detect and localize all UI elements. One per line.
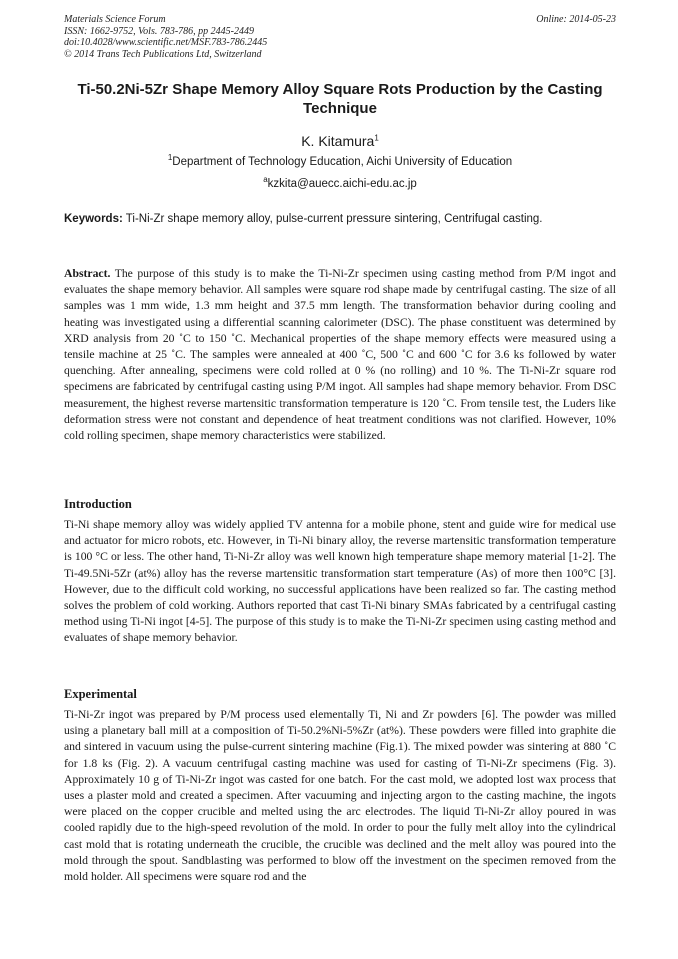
abstract-label: Abstract.: [64, 267, 111, 280]
paper-title: Ti-50.2Ni-5Zr Shape Memory Alloy Square Rots Production by the Casting Technique: [77, 81, 603, 117]
journal-copyright: © 2014 Trans Tech Publications Ltd, Switzerland: [64, 48, 262, 60]
introduction-text: Ti-Ni shape memory alloy was widely applied TV antenna for a mobile phone, stent and guide wire for medical use and actuator for micro robots, etc. However, in Ti-Ni binary alloy, the reverse martensitic transformation temperature is 100 °C or less. The other hand, Ti-Ni-Zr alloy was well known high temperature shape memory material [1-2]. The Ti-49.5Ni-5Zr (at%) alloy has the reverse martensitic transformation start temperature (As) of more then 100°C [3]. However, due to the difficult cold working, no successful applications have been realized so far. The casting method solves the problem of cold working. Authors reported that cast Ti-Ni binary SMAs fabricated by a centrifugal casting method using Ti-Ni ingot [4-5]. The purpose of this study is to make the Ti-Ni-Zr specimen using casting method and evaluates of shape memory behavior.: [64, 518, 616, 645]
experimental-body: [64, 707, 616, 885]
keywords-label: Keywords:: [64, 213, 123, 225]
experimental-heading: Experimental: [64, 687, 137, 701]
affiliation-line: [64, 155, 616, 170]
email-text[interactable]: kzkita@auecc.aichi-edu.ac.jp: [267, 178, 417, 190]
email-sup: a: [263, 175, 268, 185]
abstract-text: The purpose of this study is to make the Ti-Ni-Zr specimen using casting method from P/M ingot and evaluates the shape memory behavior. All samples were square rod shape made by centrifugal casting. The size of all samples was 1 mm wide, 1.3 mm height and 37.5 mm length. The transformation behavior during cooling and heating was investigated using a differential scanning calorimeter (DSC). The phase constituent was determined by XRD analysis from 20 ˚C to 150 ˚C. Mechanical properties of the shape memory effects were measured using a tensile machine at 25 ˚C. The samples were annealed at 400 ˚C, 500 ˚C and 600 ˚C for 3.6 ks followed by water quenching. After annealing, specimens were cold rolled at 0 % (no rolling) and 10 %. The Ti-Ni-Zr square rod specimens are fabricated by centrifugal casting using P/M ingot. All samples had shape memory behavior. From DSC measurement, the highest reverse martensitic transformation temperature is 120 ˚C. From tensile test, the Luders like deformation stress were not constant and dependence of heat treatment conditions was not clarified. However, 10% cold rolling specimen, shape memory characteristics were stabilized.: [64, 267, 616, 443]
abstract: [64, 266, 616, 444]
journal-header: [64, 14, 616, 60]
introduction-heading: Introduction: [64, 497, 132, 511]
affiliation-text: Department of Technology Education, Aichi University of Education: [172, 156, 513, 168]
journal-doi: doi:10.4028/www.scientific.net/MSF.783-786.2445: [64, 37, 268, 48]
author-sup: 1: [374, 133, 379, 143]
keywords-text: Ti-Ni-Zr shape memory alloy, pulse-current pressure sintering, Centrifugal casting.: [125, 213, 543, 225]
author-line: [64, 132, 616, 150]
keywords: [64, 212, 616, 227]
online-date: Online: 2014-05-23: [536, 14, 616, 25]
introduction-body: [64, 517, 616, 647]
experimental-text: Ti-Ni-Zr ingot was prepared by P/M process used elementally Ti, Ni and Zr powders [6]. The powder was milled using a planetary ball mill at a composition of Ti-50.2%Ni-5%Zr (at%). These powders were filled into graphite die and sintered in vacuum using the pulse-current sintering machine (Fig.1). The mixed powder was sintering at 880 ˚C for 1.8 ks (Fig. 2). A vacuum centrifugal casting machine was used for casting of Ti-Ni-Zr specimens (Fig. 3). Approximately 10 g of Ti-Ni-Zr ingot was casted for one batch. For the cast mold, we adopted lost wax process that uses a plaster mold and created a specimen. After vacuuming and injecting argon to the casting machine, the ingots were placed on the copper crucible and melted using the arc electrodes. The liquid Ti-Ni-Zr alloy poured in was cooled rapidly due to the high-speed revolution of the mold. In order to pour the fully melt alloy into the cylindrical cast mold that is rotating underneath the crucible, the crucible was declined and the melt alloy was poured into the mold through the spout. Sandblasting was performed to blow off the investment on the specimen removed from the mold holder. All specimens were square rod and the: [64, 708, 616, 884]
author-name: K. Kitamura: [301, 133, 375, 149]
journal-issn: ISSN: 1662-9752, Vols. 783-786, pp 2445-2449: [64, 25, 254, 37]
email-line: [64, 177, 616, 192]
affiliation-sup: 1: [167, 153, 173, 163]
journal-name: Materials Science Forum: [64, 14, 166, 25]
